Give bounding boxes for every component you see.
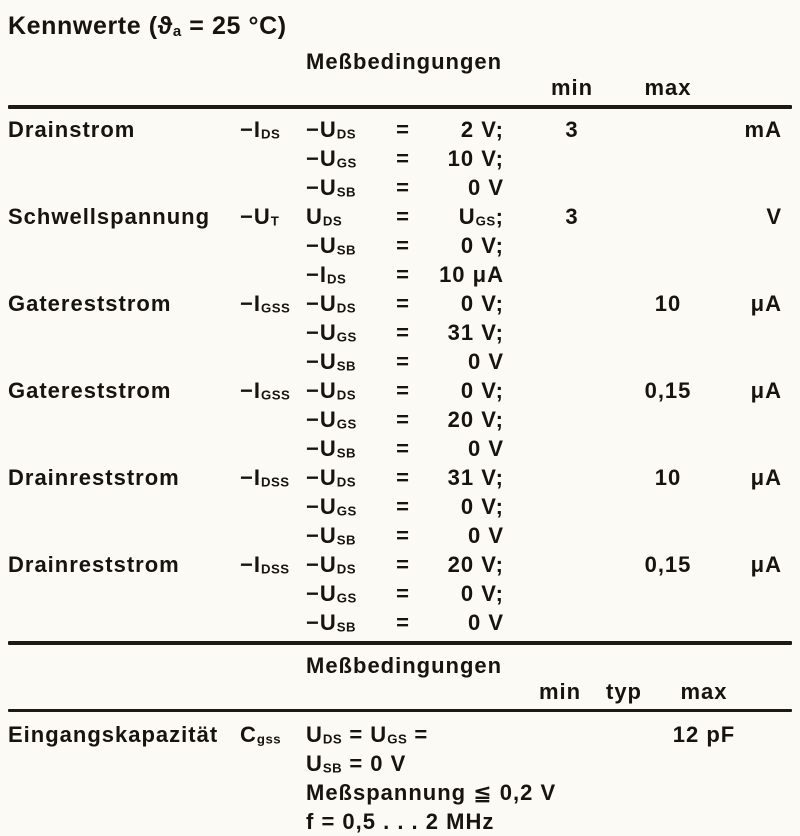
condition-line	[306, 347, 536, 376]
max-value: 12 pF	[672, 722, 736, 747]
condition-line	[306, 521, 536, 550]
table-row	[8, 289, 792, 376]
condition-value: 0 V;	[460, 494, 504, 519]
table-row	[8, 202, 792, 289]
param-name: Drainstrom	[8, 117, 136, 142]
condition-line	[306, 231, 536, 260]
condition-line	[306, 260, 536, 289]
equals-sign: =	[396, 262, 410, 287]
conditions	[306, 115, 536, 202]
equals-sign: =	[396, 523, 410, 548]
condition-line	[306, 318, 536, 347]
param-name: Drainreststrom	[8, 465, 180, 490]
table-row	[8, 712, 792, 836]
condition-value: 0 V	[467, 610, 504, 635]
condition-line: $U_{DS} = U_{GS}$ =	[306, 722, 429, 747]
equals-sign: =	[396, 436, 410, 461]
param-name: Gatereststrom	[8, 291, 172, 316]
column-header-typ: typ	[606, 679, 642, 704]
table1-body	[8, 109, 792, 637]
condition-value: 0 V;	[460, 378, 504, 403]
param-symbol: $C_{gss}$	[240, 722, 282, 747]
min-value: 3	[565, 117, 579, 142]
equals-sign: =	[396, 320, 410, 345]
equals-sign: =	[396, 581, 410, 606]
condition-value: 31 V;	[447, 465, 504, 490]
table-row	[8, 463, 792, 550]
condition-lhs: $-U_{GS}$	[306, 407, 357, 432]
condition-line: Meßspannung ≦ 0,2 V	[306, 780, 557, 805]
column-header-min: min	[538, 679, 582, 704]
equals-sign: =	[396, 465, 410, 490]
condition-lhs: $-U_{SB}$	[306, 175, 357, 200]
conditions	[306, 202, 536, 289]
table2-header	[8, 653, 792, 705]
condition-lhs: $-U_{SB}$	[306, 233, 357, 258]
conditions	[306, 376, 536, 463]
param-symbol: $-I_{DSS}$	[240, 552, 290, 577]
condition-line	[306, 144, 536, 173]
column-header-conditions: Meßbedingungen	[306, 49, 503, 74]
param-name: Gatereststrom	[8, 378, 172, 403]
conditions	[306, 289, 536, 376]
param-symbol: $-U_T$	[240, 204, 280, 229]
condition-line	[306, 550, 536, 579]
unit: μA	[750, 378, 782, 403]
condition-line	[306, 202, 536, 231]
condition-lhs: $-I_{DS}$	[306, 262, 347, 287]
condition-value: 0 V;	[460, 581, 504, 606]
equals-sign: =	[396, 175, 410, 200]
column-header-min: min	[550, 75, 594, 100]
condition-lhs: $-U_{DS}$	[306, 465, 357, 490]
condition-line	[306, 405, 536, 434]
condition-line	[306, 492, 536, 521]
equals-sign: =	[396, 610, 410, 635]
condition-value: 0 V	[467, 349, 504, 374]
conditions	[306, 463, 536, 550]
unit: V	[766, 204, 782, 229]
conditions	[306, 720, 557, 836]
condition-value: 0 V	[467, 436, 504, 461]
unit: μA	[750, 291, 782, 316]
max-value: 0,15	[644, 552, 692, 577]
equals-sign: =	[396, 204, 410, 229]
min-value: 3	[565, 204, 579, 229]
conditions	[306, 550, 536, 637]
condition-lhs: $-U_{GS}$	[306, 581, 357, 606]
equals-sign: =	[396, 291, 410, 316]
table-row	[8, 115, 792, 202]
condition-lhs: $-U_{SB}$	[306, 349, 357, 374]
condition-line: $U_{SB} = 0$ V	[306, 751, 407, 776]
equals-sign: =	[396, 378, 410, 403]
condition-value: 0 V;	[460, 291, 504, 316]
param-symbol: $-I_{DS}$	[240, 117, 281, 142]
condition-line	[306, 579, 536, 608]
condition-line	[306, 173, 536, 202]
condition-lhs: $-U_{DS}$	[306, 552, 357, 577]
condition-lhs: $-U_{SB}$	[306, 523, 357, 548]
equals-sign: =	[396, 146, 410, 171]
table1-header	[8, 49, 792, 101]
unit: μA	[750, 465, 782, 490]
condition-value: 10 μA	[439, 262, 504, 287]
condition-lhs: $-U_{DS}$	[306, 291, 357, 316]
condition-line	[306, 115, 536, 144]
unit: mA	[744, 117, 782, 142]
page-title: Kennwerte ($ϑ_a = 25$ °C)	[8, 12, 287, 40]
condition-lhs: $-U_{SB}$	[306, 436, 357, 461]
condition-lhs: $-U_{DS}$	[306, 117, 357, 142]
equals-sign: =	[396, 407, 410, 432]
condition-value: 31 V;	[447, 320, 504, 345]
condition-value: 20 V;	[447, 552, 504, 577]
condition-value: $U_{GS}$;	[458, 204, 504, 229]
max-value: 10	[654, 291, 682, 316]
equals-sign: =	[396, 494, 410, 519]
condition-line	[306, 463, 536, 492]
condition-lhs: $-U_{DS}$	[306, 378, 357, 403]
condition-value: 20 V;	[447, 407, 504, 432]
condition-line	[306, 376, 536, 405]
max-value: 10	[654, 465, 682, 490]
condition-lhs: $-U_{GS}$	[306, 320, 357, 345]
param-name: Drainreststrom	[8, 552, 180, 577]
condition-line	[306, 608, 536, 637]
condition-value: 0 V	[467, 523, 504, 548]
condition-lhs: $U_{DS}$	[306, 204, 343, 229]
equals-sign: =	[396, 552, 410, 577]
max-value: 0,15	[644, 378, 692, 403]
condition-value: 0 V;	[460, 233, 504, 258]
table-row	[8, 550, 792, 637]
equals-sign: =	[396, 117, 410, 142]
condition-value: 10 V;	[447, 146, 504, 171]
unit: μA	[750, 552, 782, 577]
condition-lhs: $-U_{SB}$	[306, 610, 357, 635]
equals-sign: =	[396, 349, 410, 374]
equals-sign: =	[396, 233, 410, 258]
condition-line: f = 0,5 . . . 2 MHz	[306, 809, 495, 834]
condition-line	[306, 434, 536, 463]
condition-lhs: $-U_{GS}$	[306, 146, 357, 171]
condition-value: 2 V;	[460, 117, 504, 142]
param-symbol: $-I_{DSS}$	[240, 465, 290, 490]
condition-value: 0 V	[467, 175, 504, 200]
divider	[8, 641, 792, 645]
param-name: Eingangskapazität	[8, 722, 219, 747]
column-header-max: max	[680, 679, 728, 704]
param-name: Schwellspannung	[8, 204, 211, 229]
column-header-max: max	[644, 75, 692, 100]
condition-line	[306, 289, 536, 318]
table-row	[8, 376, 792, 463]
param-symbol: $-I_{GSS}$	[240, 378, 291, 403]
column-header-conditions: Meßbedingungen	[306, 653, 503, 678]
param-symbol: $-I_{GSS}$	[240, 291, 291, 316]
condition-lhs: $-U_{GS}$	[306, 494, 357, 519]
